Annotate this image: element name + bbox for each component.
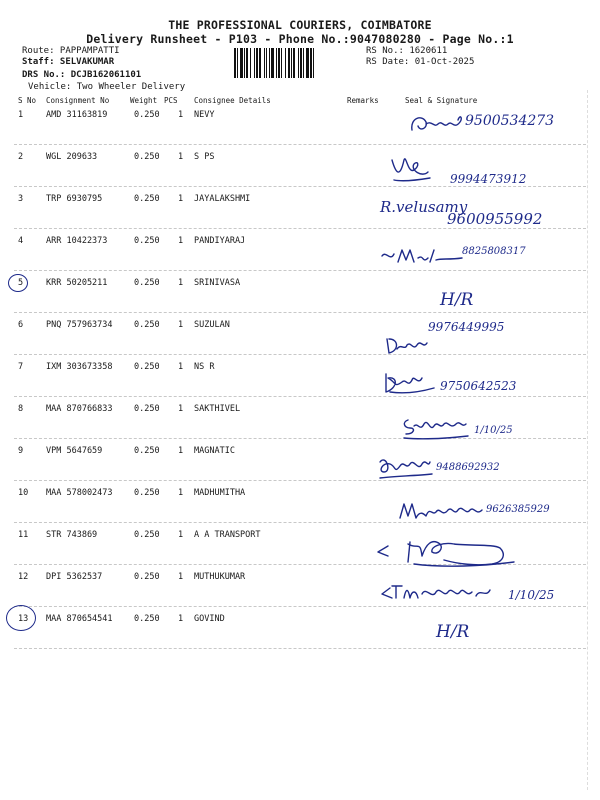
cell-sno: 5 — [18, 278, 24, 288]
cell-sno: 7 — [18, 362, 24, 372]
cell-consignee: S PS — [194, 152, 215, 162]
phone-row-10: 9626385929 — [486, 504, 550, 515]
row-divider — [14, 144, 586, 145]
cell-pcs: 1 — [178, 362, 184, 372]
cell-consignment: WGL 209633 — [46, 152, 98, 162]
col-sno: S No — [18, 96, 37, 105]
cell-sno: 10 — [18, 488, 29, 498]
cell-consignee: NS R — [194, 362, 215, 372]
cell-pcs: 1 — [178, 110, 184, 120]
row-divider — [14, 312, 586, 313]
col-weight: Weight — [130, 96, 158, 105]
row-divider — [14, 522, 586, 523]
signature-row-7 — [380, 368, 440, 396]
cell-sno: 6 — [18, 320, 24, 330]
cell-consignment: TRP 6930795 — [46, 194, 103, 204]
name-row-3: R.velusamy — [380, 198, 468, 216]
signature-row-1 — [408, 110, 468, 140]
cell-sno: 11 — [18, 530, 29, 540]
cell-weight: 0.250 — [134, 530, 160, 540]
signature-row-8 — [400, 412, 472, 442]
route-label: Route: PAPPAMPATTI — [22, 46, 120, 56]
cell-consignment: KRR 50205211 — [46, 278, 108, 288]
rs-date: RS Date: 01-Oct-2025 — [366, 57, 475, 67]
cell-weight: 0.250 — [134, 236, 160, 246]
cell-consignment: MAA 578002473 — [46, 488, 113, 498]
cell-consignment: AMD 31163819 — [46, 110, 108, 120]
col-consignee: Consignee Details — [194, 96, 271, 105]
phone-row-9: 9488692932 — [436, 462, 500, 473]
cell-consignee: SUZULAN — [194, 320, 230, 330]
cell-weight: 0.250 — [134, 278, 160, 288]
signature-row-12 — [378, 580, 508, 606]
row-divider — [14, 648, 586, 649]
staff-label: Staff: SELVAKUMAR — [22, 57, 115, 67]
signature-row-4 — [378, 244, 468, 268]
cell-consignment: MAA 870766833 — [46, 404, 113, 414]
cell-consignee: MAGNATIC — [194, 446, 235, 456]
cell-consignment: MAA 870654541 — [46, 614, 113, 624]
row-divider — [14, 354, 586, 355]
cell-pcs: 1 — [178, 152, 184, 162]
col-pcs: PCS — [164, 96, 178, 105]
row-divider — [14, 606, 586, 607]
cell-pcs: 1 — [178, 320, 184, 330]
row-divider — [14, 270, 586, 271]
runsheet-subtitle: Delivery Runsheet - P103 - Phone No.:9047080280 - Page No.:1 — [86, 32, 514, 46]
cell-pcs: 1 — [178, 488, 184, 498]
phone-row-6: 9976449995 — [428, 320, 505, 334]
rs-number: RS No.: 1620611 — [366, 46, 448, 56]
circle-mark-row-5 — [8, 274, 28, 292]
cell-sno: 12 — [18, 572, 29, 582]
cell-sno: 2 — [18, 152, 24, 162]
cell-weight: 0.250 — [134, 488, 160, 498]
cell-consignment: VPM 5647659 — [46, 446, 103, 456]
phone-row-4: 8825808317 — [462, 246, 526, 257]
cell-consignee: GOVIND — [194, 614, 225, 624]
cell-sno: 8 — [18, 404, 24, 414]
col-seal-signature: Seal & Signature — [405, 96, 478, 105]
cell-consignee: PANDIYARAJ — [194, 236, 246, 246]
cell-pcs: 1 — [178, 572, 184, 582]
phone-row-3: 9600955992 — [447, 210, 543, 228]
cell-consignee: NEVY — [194, 110, 215, 120]
phone-row-2: 9994473912 — [450, 172, 527, 186]
cell-weight: 0.250 — [134, 110, 160, 120]
signature-row-11 — [374, 530, 524, 572]
cell-weight: 0.250 — [134, 404, 160, 414]
date-row-8: 1/10/25 — [474, 425, 513, 436]
signature-row-9 — [374, 452, 434, 482]
barcode — [233, 48, 361, 78]
cell-sno: 9 — [18, 446, 24, 456]
cell-sno: 3 — [18, 194, 24, 204]
cell-consignee: SAKTHIVEL — [194, 404, 241, 414]
row-divider — [14, 480, 586, 481]
cell-consignment: IXM 303673358 — [46, 362, 113, 372]
cell-consignment: ARR 10422373 — [46, 236, 108, 246]
hr-mark-row-5: H/R — [440, 290, 474, 310]
circle-mark-row-13 — [6, 605, 36, 631]
cell-consignment: PNQ 757963734 — [46, 320, 113, 330]
row-divider — [14, 438, 586, 439]
row-divider — [14, 228, 586, 229]
phone-row-7: 9750642523 — [440, 379, 517, 393]
row-divider — [14, 186, 586, 187]
cell-weight: 0.250 — [134, 194, 160, 204]
vehicle-label: Vehicle: Two Wheeler Delivery — [28, 82, 186, 92]
cell-pcs: 1 — [178, 404, 184, 414]
signature-row-6 — [383, 333, 433, 357]
date-row-12: 1/10/25 — [508, 588, 555, 602]
cell-consignee: A A TRANSPORT — [194, 530, 261, 540]
drs-number: DRS No.: DCJB162061101 — [22, 70, 142, 80]
cell-sno: 1 — [18, 110, 24, 120]
hr-mark-row-13: H/R — [436, 622, 470, 642]
cell-consignee: MUTHUKUMAR — [194, 572, 246, 582]
cell-pcs: 1 — [178, 194, 184, 204]
cell-weight: 0.250 — [134, 446, 160, 456]
cell-weight: 0.250 — [134, 320, 160, 330]
cell-weight: 0.250 — [134, 152, 160, 162]
cell-consignment: DPI 5362537 — [46, 572, 103, 582]
phone-row-1: 9500534273 — [465, 113, 555, 129]
cell-pcs: 1 — [178, 446, 184, 456]
cell-weight: 0.250 — [134, 362, 160, 372]
right-border — [587, 90, 588, 790]
signature-row-2 — [388, 152, 434, 186]
row-divider — [14, 396, 586, 397]
cell-pcs: 1 — [178, 236, 184, 246]
cell-sno: 13 — [18, 614, 29, 624]
company-title: THE PROFESSIONAL COURIERS, COIMBATORE — [168, 18, 432, 32]
signature-row-10 — [396, 496, 486, 526]
cell-pcs: 1 — [178, 530, 184, 540]
cell-pcs: 1 — [178, 278, 184, 288]
col-remarks: Remarks — [347, 96, 379, 105]
cell-weight: 0.250 — [134, 614, 160, 624]
col-consignment: Consignment No — [46, 96, 110, 105]
cell-pcs: 1 — [178, 614, 184, 624]
cell-weight: 0.250 — [134, 572, 160, 582]
cell-consignee: SRINIVASA — [194, 278, 241, 288]
cell-consignee: MADHUMITHA — [194, 488, 246, 498]
cell-sno: 4 — [18, 236, 24, 246]
cell-consignment: STR 743869 — [46, 530, 98, 540]
cell-consignee: JAYALAKSHMI — [194, 194, 251, 204]
